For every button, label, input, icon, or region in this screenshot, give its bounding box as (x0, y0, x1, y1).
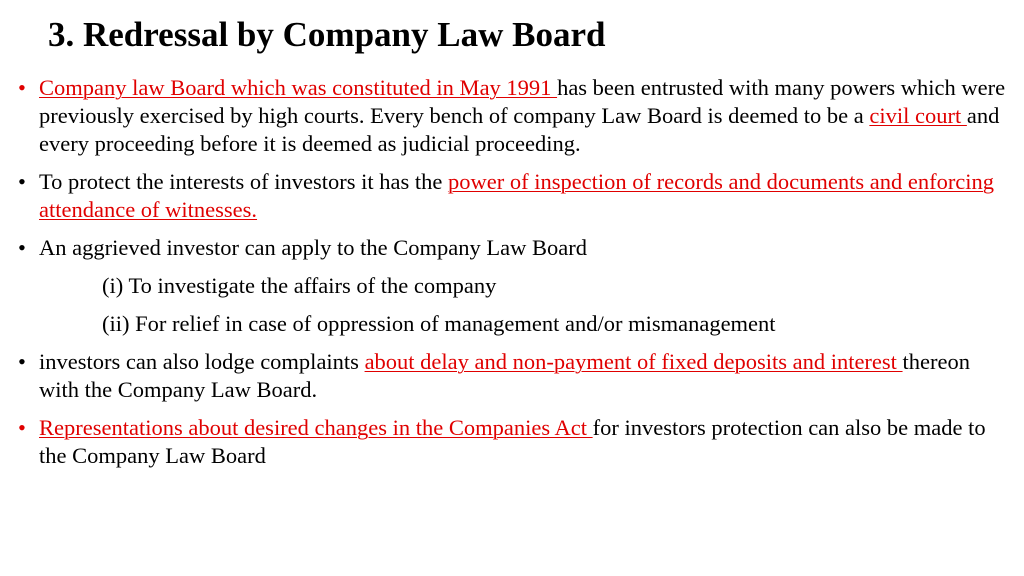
link-civil-court[interactable]: civil court (869, 103, 967, 128)
bullet-text: investors can also lodge complaints (39, 349, 365, 374)
bullet-marker: • (18, 235, 26, 260)
bullet-list (18, 74, 1008, 480)
bullet-text: thereon with the Company Law Board. (39, 349, 971, 402)
bullet-text: and every proceeding before it is deemed as judicial proceeding. (39, 103, 1000, 156)
bullet-text: To protect the interests of investors it has the (39, 169, 448, 194)
sub-item-investigate-affairs: (i) To investigate the affairs of the company (102, 273, 497, 298)
bullet-marker: • (18, 169, 26, 194)
bullet-text: has been entrusted with many powers which were previously exercised by high courts. Every bench of company Law Board is deemed to be a (39, 75, 1006, 128)
bullet-marker: • (18, 349, 26, 374)
bullet-text: for investors protection can also be made to the Company Law Board (39, 415, 986, 468)
link-power-of-inspection[interactable]: power of inspection of records and documents and enforcing attendance of witnesses. (39, 169, 995, 222)
bullet-marker: • (18, 415, 26, 440)
bullet-item-representations (18, 414, 1008, 470)
link-representations-companies-act[interactable]: Representations about desired changes in the Companies Act (39, 415, 593, 440)
bullet-item-aggrieved-investor (18, 234, 1008, 262)
bullet-item-lodge-complaints (18, 348, 1008, 404)
bullet-marker: • (18, 75, 26, 100)
slide-title: 3. Redressal by Company Law Board (48, 15, 606, 54)
link-company-law-board-constituted[interactable]: Company law Board which was constituted in May 1991 (39, 75, 558, 100)
bullet-item-company-law-board (18, 74, 1008, 158)
sub-item-relief-oppression: (ii) For relief in case of oppression of management and/or mismanagement (102, 311, 776, 336)
bullet-text: An aggrieved investor can apply to the Company Law Board (39, 235, 587, 260)
link-delay-non-payment[interactable]: about delay and non-payment of fixed deposits and interest (364, 349, 903, 374)
bullet-item-protect-investors (18, 168, 1008, 224)
